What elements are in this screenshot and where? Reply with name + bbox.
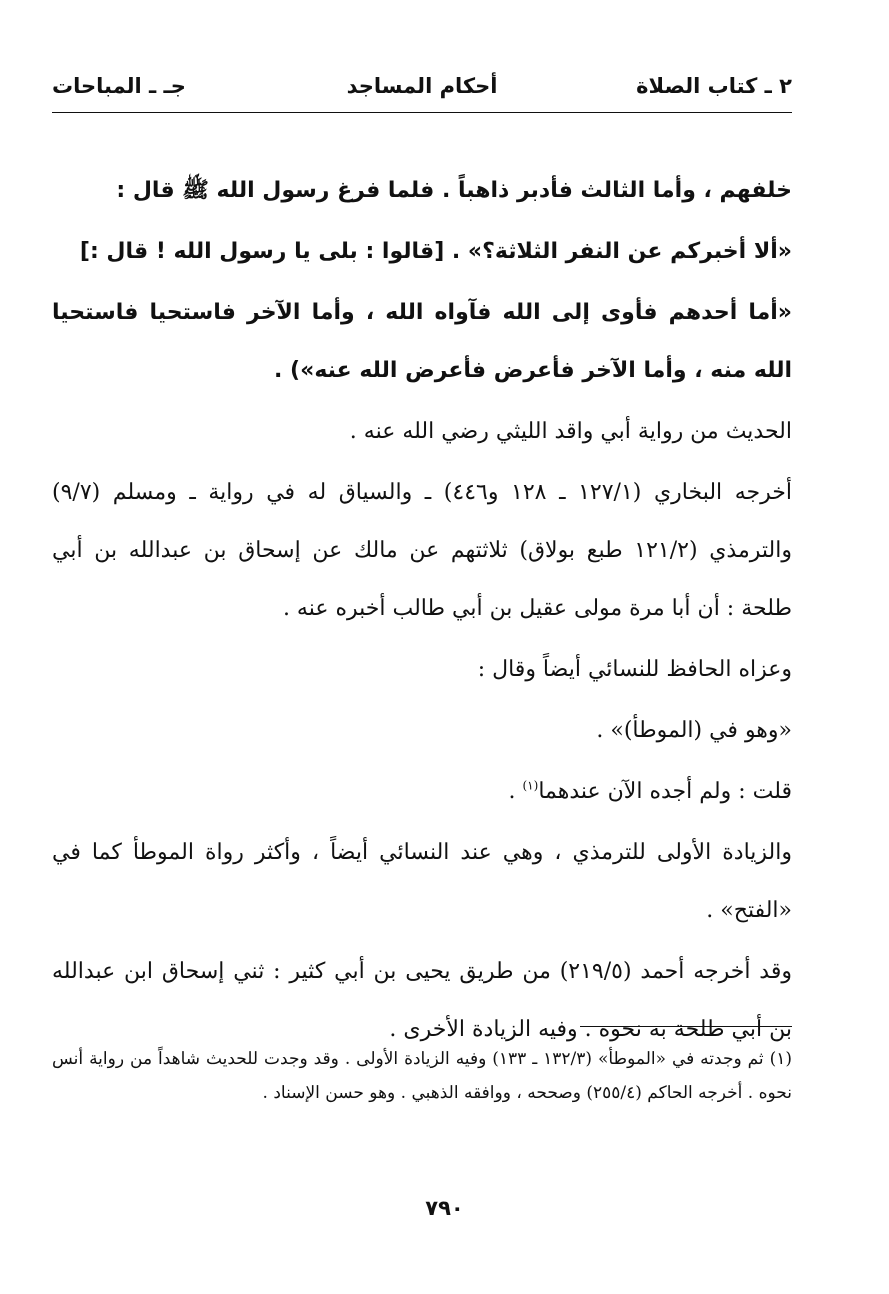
footnote-marker: (١) [522, 778, 539, 793]
paragraph-takhrij: أخرجه البخاري (١٢٧/١ ـ ١٢٨ و٤٤٦) ـ والسياق له في رواية ـ ومسلم (٩/٧) والترمذي (١٢١/٢ طبع بولاق) ثلاثتهم عن مالك عن إسحاق بن عبدالله بن أبي طلحة : أن أبا مرة مولى عقيل بن أبي طالب أخبره عنه . [52, 480, 792, 621]
running-header [52, 70, 792, 110]
header-rule [52, 112, 792, 113]
paragraph-hafiz: وعزاه الحافظ للنسائي أيضاً وقال : [477, 657, 792, 682]
paragraph-ziyada: والزيادة الأولى للترمذي ، وهي عند النسائي أيضاً ، وأكثر رواة الموطأ كما في «الفتح» . [52, 840, 792, 923]
paragraph-ahmad: وقد أخرجه أحمد (٢١٩/٥) من طريق يحيى بن أبي كثير : ثني إسحاق ابن عبدالله بن أبي طلحة به نحوه . وفيه الزيادة الأخرى . [52, 959, 792, 1042]
paragraph-hadith-2: «ألا أخبركم عن النفر الثلاثة؟» . [قالوا : بلى يا رسول الله ! قال :] [79, 239, 792, 264]
header-title: أحكام المساجد [346, 74, 498, 98]
paragraph-qultu: قلت : ولم أجده الآن عندهما$^{(١)}$ . [508, 778, 792, 804]
paragraph-hadith-1: خلفهم ، وأما الثالث فأدبر ذاهباً . فلما فرغ رسول الله ﷺ قال : [116, 178, 792, 203]
qultu-text: قلت : ولم أجده الآن عندهما [538, 779, 792, 804]
footnotes [52, 1042, 792, 1110]
footnote-1: (١) ثم وجدته في «الموطأ» (١٣٢/٣ ـ ١٣٣) وفيه الزيادة الأولى . وقد وجدت للحديث شاهداً من رواية أنس نحوه . أخرجه الحاكم (٢٥٥/٤) وصححه ، ووافقه الذهبي . وهو حسن الإسناد . [52, 1049, 793, 1103]
main-text [52, 162, 792, 1062]
footnote-rule [580, 1026, 792, 1027]
page-number: ٧٩٠ [425, 1196, 464, 1220]
paragraph-hadith-3: «أما أحدهم فأوى إلى الله فآواه الله ، وأما الآخر فاستحيا فاستحيا الله منه ، وأما الآخر فأعرض فأعرض الله عنه») . [52, 300, 792, 383]
paragraph-muwatta-quote: «وهو في (الموطأ)» . [596, 718, 792, 743]
paragraph-narration: الحديث من رواية أبي واقد الليثي رضي الله عنه . [349, 419, 792, 444]
header-section: جـ ـ المباحات [52, 74, 186, 98]
header-chapter: ٢ ـ كتاب الصلاة [636, 74, 792, 98]
